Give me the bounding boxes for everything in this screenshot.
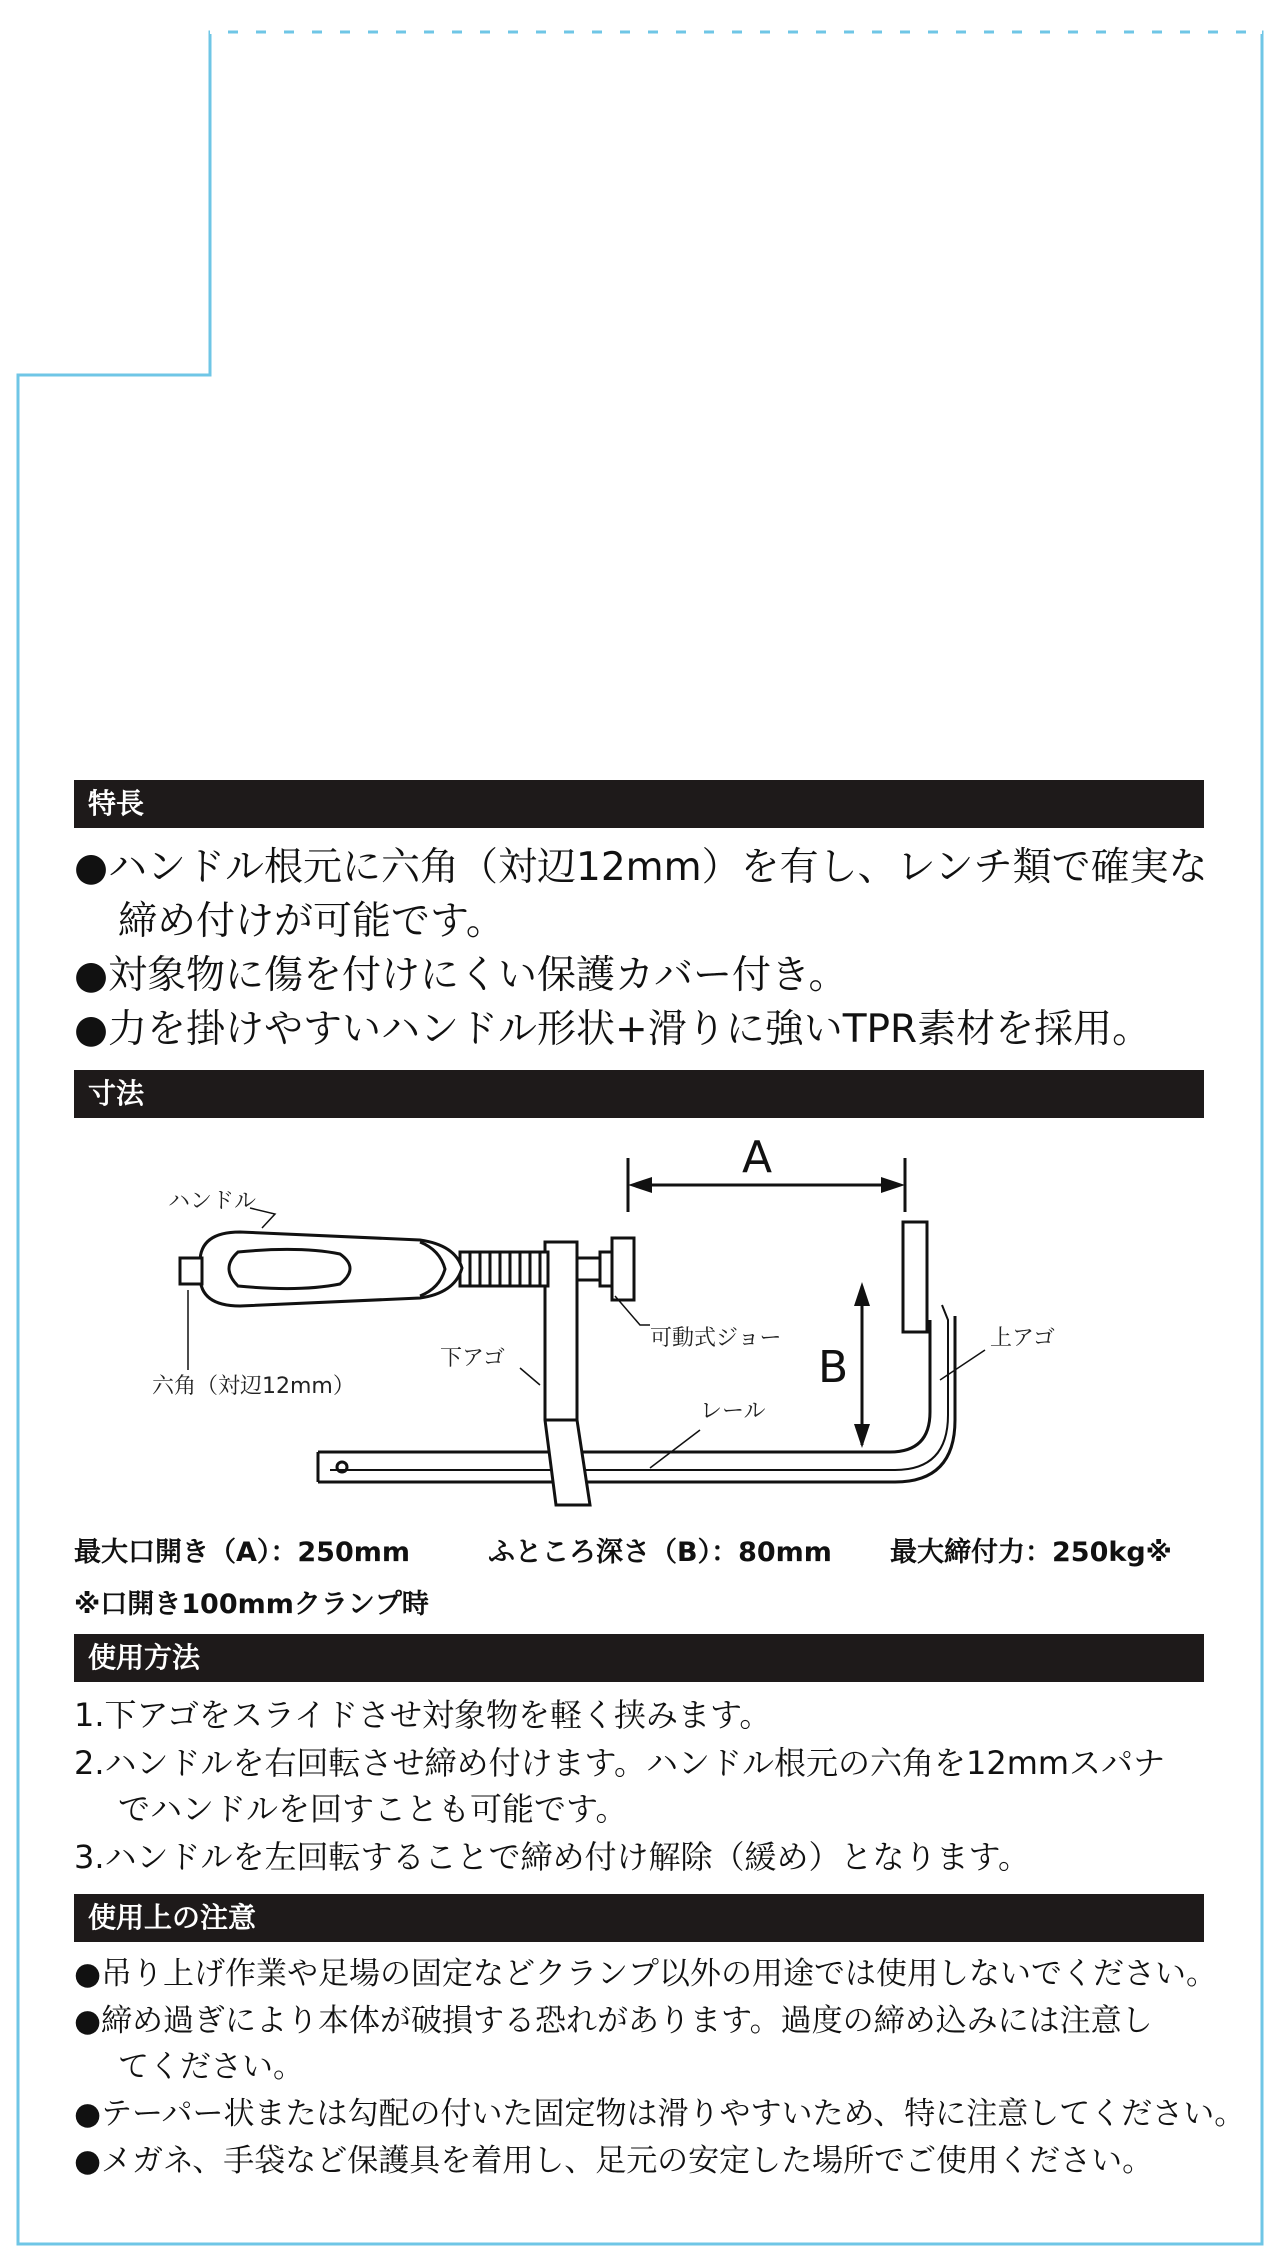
caution-item-2: ●締め過ぎにより本体が破損する恐れがあります。過度の締め込みには注意し <box>74 2003 1153 2039</box>
feature-item-3: ●力を掛けやすいハンドル形状+滑りに強いTPR素材を採用。 <box>74 1007 1152 1052</box>
label-rail: レール <box>700 1399 766 1424</box>
label-dimension-b: B <box>818 1342 849 1393</box>
dimensions-header: 寸法 <box>74 1070 1204 1118</box>
usage-header: 使用方法 <box>74 1634 1204 1682</box>
usage-step-1: 1.下アゴをスライドさせ対象物を軽く挟みます。 <box>74 1696 772 1734</box>
spec-max-opening: 最大口開き（A）：250mm <box>74 1537 411 1568</box>
usage-step-2: 2.ハンドルを右回転させ締め付けます。ハンドル根元の六角を12mmスパナ <box>74 1744 1166 1782</box>
label-dimension-a: A <box>742 1132 773 1183</box>
spec-throat-depth: ふところ深さ（B）：80mm <box>488 1537 832 1568</box>
feature-item-1: ●ハンドル根元に六角（対辺12mm）を有し、レンチ類で確実な <box>74 845 1208 890</box>
features-header: 特長 <box>74 780 1204 828</box>
spec-note: ※口開き100mmクランプ時 <box>74 1589 429 1620</box>
caution-item-1: ●吊り上げ作業や足場の固定などクランプ以外の用途では使用しないでください。 <box>74 1956 1218 1992</box>
label-upper-jaw: 上アゴ <box>990 1326 1055 1351</box>
usage-step-3: 3.ハンドルを左回転することで締め付け解除（緩め）となります。 <box>74 1838 1030 1876</box>
cautions-header: 使用上の注意 <box>74 1894 1204 1942</box>
label-movable-jaw: 可動式ジョー <box>650 1326 782 1351</box>
feature-item-2: ●対象物に傷を付けにくい保護カバー付き。 <box>74 953 848 998</box>
usage-step-2-cont: でハンドルを回すことも可能です。 <box>118 1790 628 1828</box>
label-hex: 六角（対辺12mm） <box>152 1374 355 1399</box>
caution-item-3: ●テーパー状または勾配の付いた固定物は滑りやすいため、特に注意してください。 <box>74 2096 1246 2132</box>
spec-max-force: 最大締付力：250kg※ <box>890 1537 1172 1568</box>
caution-item-2-cont: てください。 <box>118 2049 304 2085</box>
caution-item-4: ●メガネ、手袋など保護具を着用し、足元の安定した場所でご使用ください。 <box>74 2143 1154 2179</box>
label-handle: ハンドル <box>168 1189 257 1214</box>
label-lower-jaw: 下アゴ <box>440 1346 505 1371</box>
feature-item-1-cont: 締め付けが可能です。 <box>118 899 505 944</box>
